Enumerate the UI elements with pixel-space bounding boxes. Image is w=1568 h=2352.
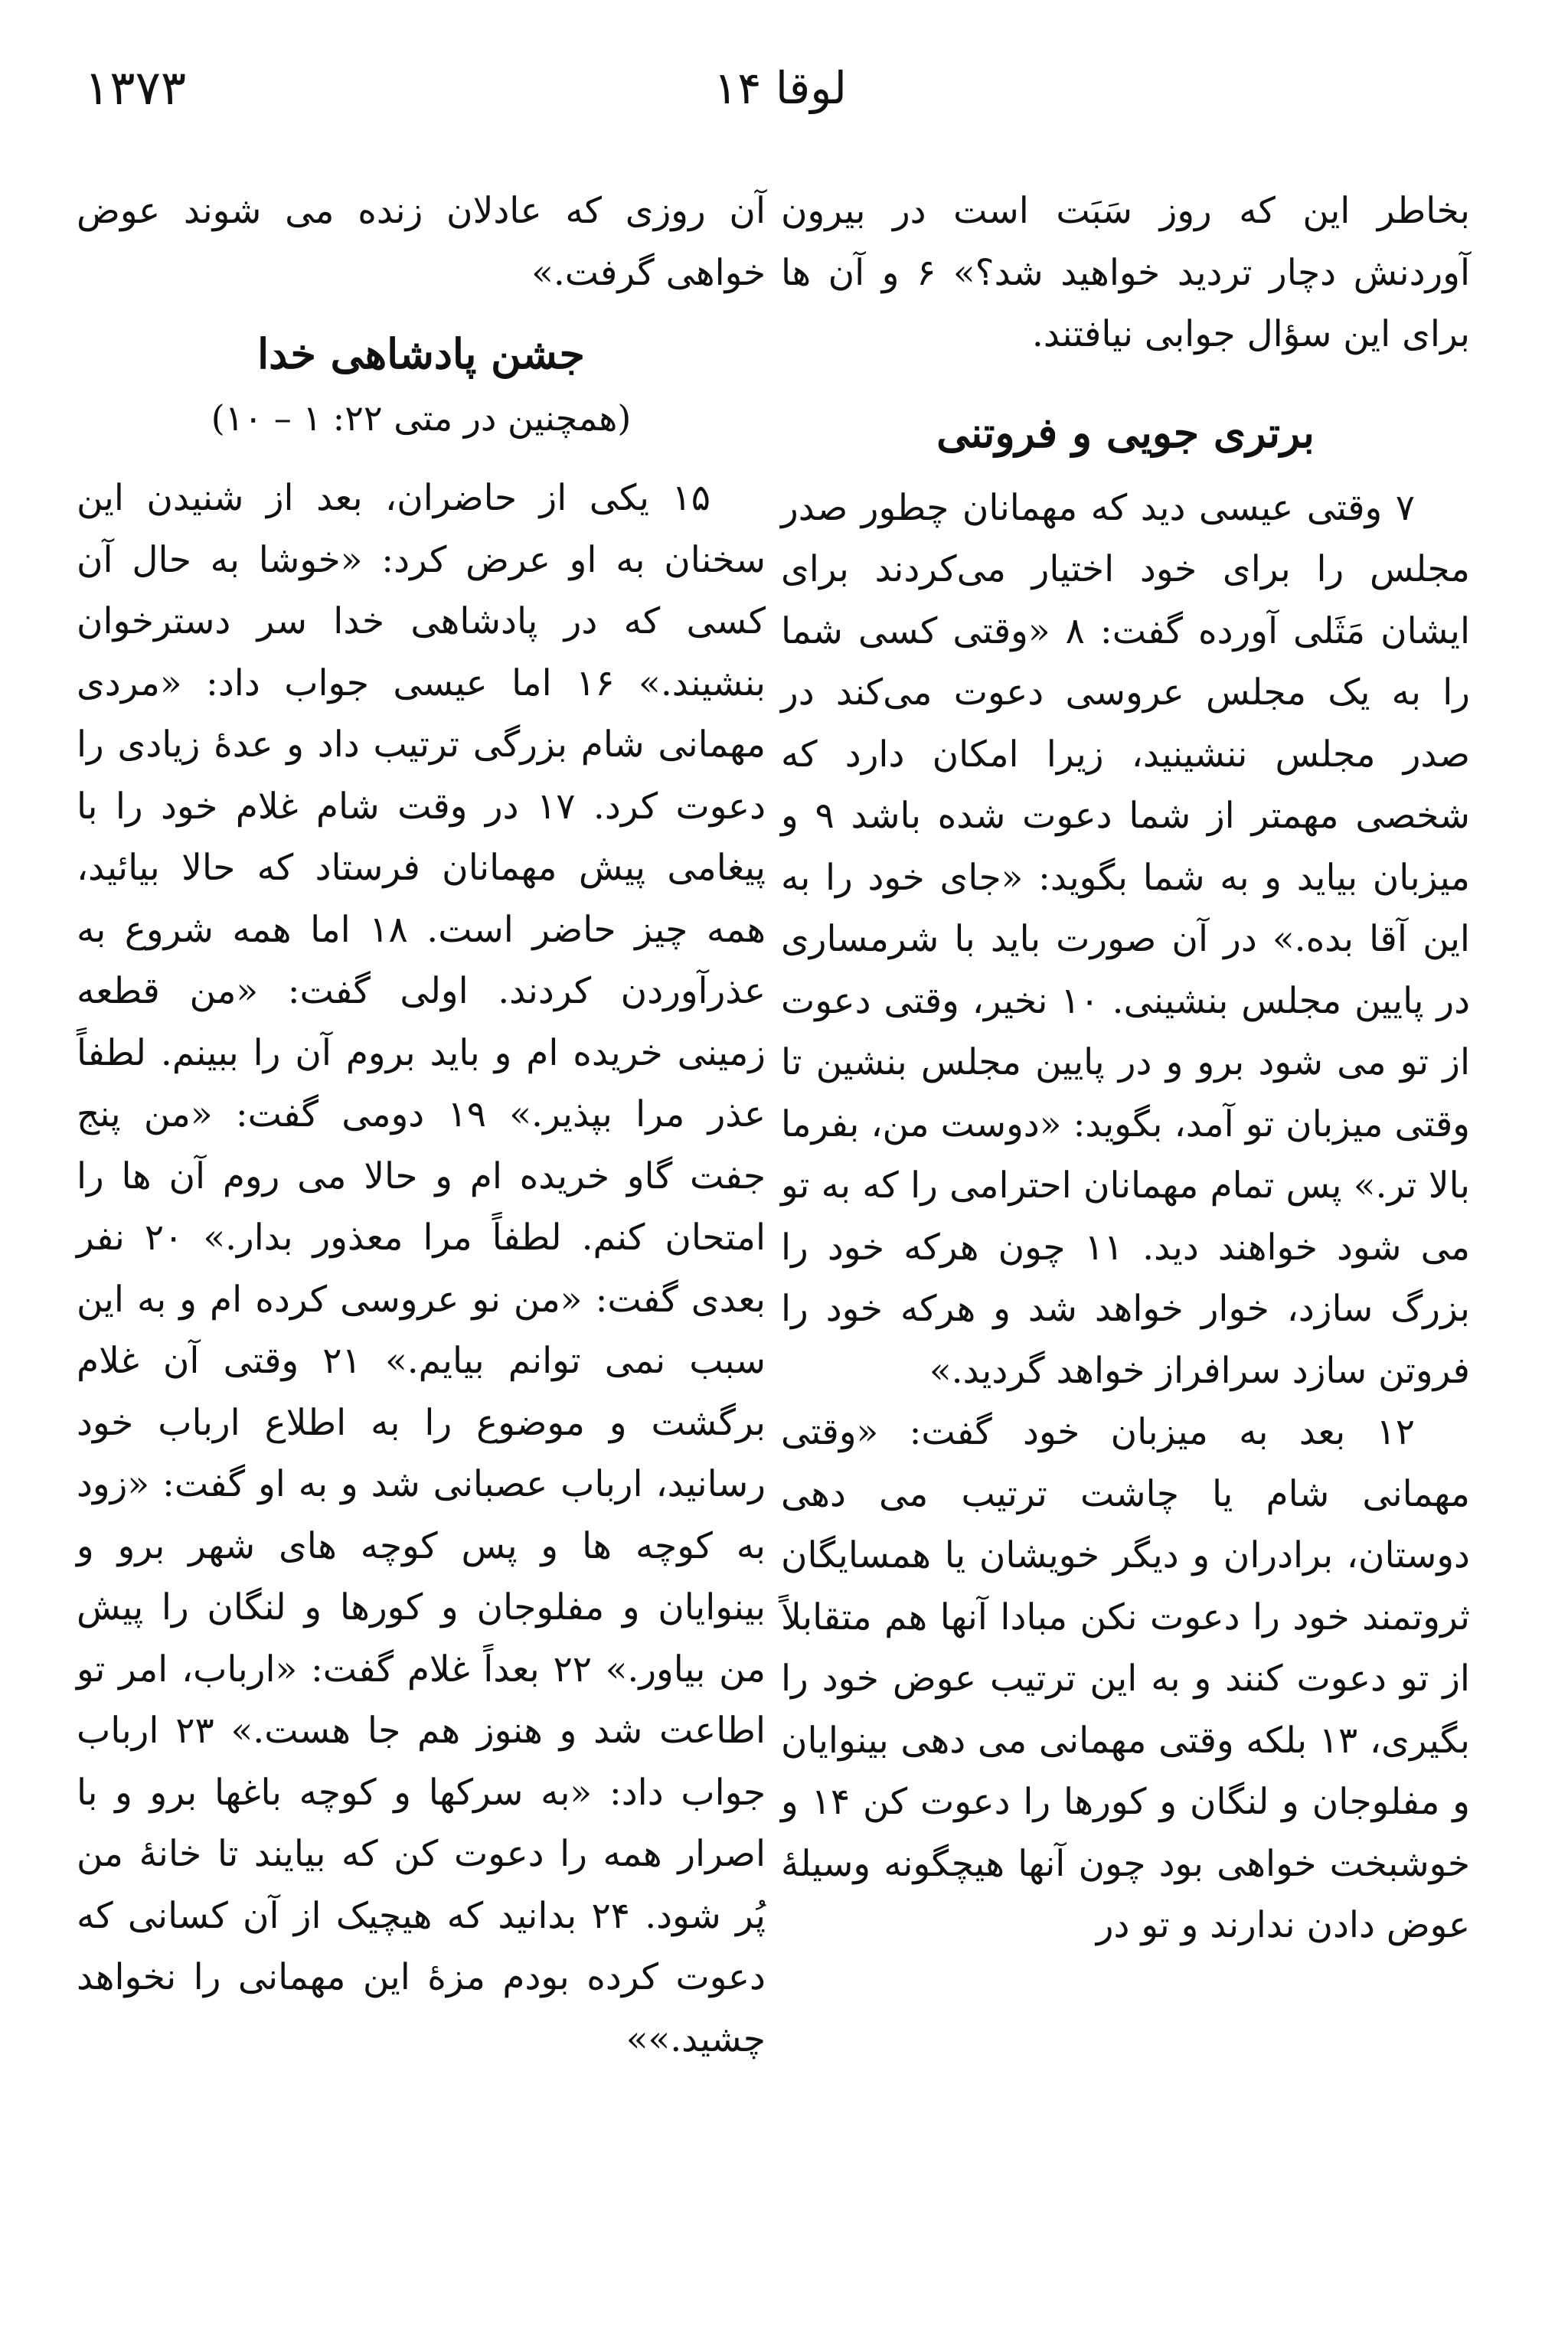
right-column bbox=[781, 181, 1470, 1957]
running-head: لوقا ۱۴ bbox=[714, 62, 847, 114]
page-number: ۱۳۷۳ bbox=[84, 60, 187, 116]
paragraph: ۱۵ یکی از حاضران، بعد از شنیدن این سخنان به او عرض کرد: «خوشا به حال آن کسی که در پادشاهی خدا سر دسترخوان بنشیند.» ۱۶ اما عیسی جواب داد: «مردی مهمانی شام بزرگی ترتیب داد و عدهٔ زیادی را دعوت کرد. ۱۷ در وقت شام غلام خود را با پیغامی پیش مهمانان فرستاد که حالا بیائید، همه چیز حاضر است. ۱۸ اما همه شروع به عذرآوردن کردند. اولی گفت: «من قطعه زمینی خریده ام و باید بروم آن را ببینم. لطفاً عذر مرا بپذیر.» ۱۹ دومی گفت: «من پنج جفت گاو خریده ام و حالا می روم آن ها را امتحان کنم. لطفاً مرا معذور بدار.» ۲۰ نفر بعدی گفت: «من نو عروسی کرده ام و به این سبب نمی توانم بیایم.» ۲۱ وقتی آن غلام برگشت و موضوع را به اطلاع ارباب خود رسانید، ارباب عصبانی شد و به او گفت: «زود به کوچه ها و پس کوچه های شهر برو و بینوایان و مفلوجان و کورها و لنگان را پیش من بیاور.» ۲۲ بعداً غلام گفت: «ارباب، امر تو اطاعت شد و هنوز هم جا هست.» ۲۳ ارباب جواب داد: «به سرکها و کوچه باغها برو و با اصرار همه را دعوت کن که بیایند تا خانهٔ من پُر شود. ۲۴ بدانید که هیچیک از آن کسانی که دعوت کرده بودم مزهٔ این مهمانی را نخواهد چشید.»» bbox=[77, 477, 766, 2060]
spacer bbox=[781, 366, 1470, 383]
paragraph: ۷ وقتی عیسی دید که مهمانان چطور صدر مجلس را برای خود اختیار می‌کردند برای ایشان مَثَلی آورده گفت: ۸ «وقتی کسی شما را به یک مجلس عروسی دعوت می‌کند در صدر مجلس ننشینید، زیرا امکان دارد که شخصی مهمتر از شما دعوت شده باشد ۹ و میزبان بیاید و به شما بگوید: «جای خود را به این آقا بده.» در آن صورت باید با شرمساری در پایین مجلس بنشینی. ۱۰ نخیر، وقتی دعوت از تو می شود برو و در پایین مجلس بنشین تا وقتی میزبان تو آمد، بگوید: «دوست من، بفرما بالا تر.» پس تمام مهمانان احترامی را که به تو می شود خواهند دید. ۱۱ چون هرکه خود را بزرگ سازد، خوار خواهد شد و هرکه خود را فروتن سازد سرافراز خواهد گردید.» bbox=[781, 486, 1470, 1392]
section-cross-reference: (همچنین در متی ۲۲: ۱ – ۱۰) bbox=[211, 397, 632, 439]
section-heading: برتری جویی و فروتنی bbox=[936, 407, 1315, 457]
paragraph-continuation: بخاطر این که روز سَبَت است در بیرون آوردنش دچار تردید خواهید شد؟» ۶ و آن ها برای این سؤال جوابی نیافتند. bbox=[781, 190, 1471, 355]
paragraph-continuation: آن روزی که عادلان زنده می شوند عوض خواهی گرفت.» bbox=[77, 190, 766, 294]
paragraph: ۱۲ بعد به میزبان خود گفت: «وقتی مهمانی شام یا چاشت ترتیب می دهی دوستان، برادران و دیگر خویشان یا همسایگان ثروتمند خود را دعوت نکن مبادا آنها هم متقابلاً از تو دعوت کنند و به این ترتیب عوض خود را بگیری، ۱۳ بلکه وقتی مهمانی می دهی بینوایان و مفلوجان و لنگان و کورها را دعوت کن ۱۴ و خوشبخت خواهی بود چون آنها هیچگونه وسیلهٔ عوض دادن ندارند و تو در bbox=[781, 1411, 1471, 1946]
page-header bbox=[84, 54, 1476, 122]
left-column bbox=[77, 181, 766, 2070]
section-heading: جشن پادشاهی خدا bbox=[257, 329, 585, 378]
